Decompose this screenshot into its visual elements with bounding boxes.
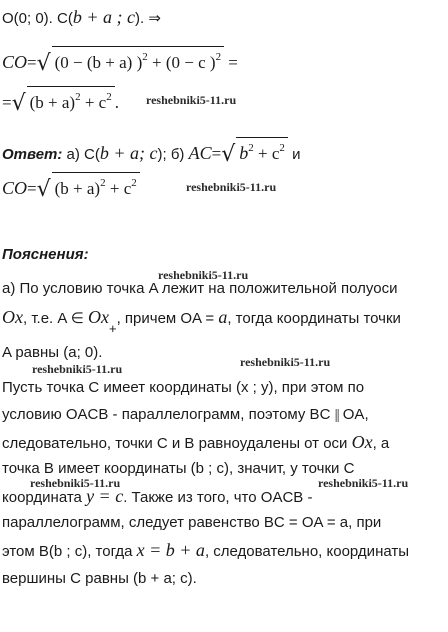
formula-co-2: =√ $(b + a)^2 + c^2$ . [2,86,119,118]
watermark: reshebniki5-11.ru [186,180,277,194]
para-line-9: параллелограмм, следует равенство BC = OA = a, при [2,514,382,531]
text: O(0; 0). C( [2,10,73,27]
text: ). ⇒ [134,10,161,27]
watermark: reshebniki5-11.ru [158,268,249,282]
text: и [292,146,301,163]
para-line-11: вершины C равны (b + a; c). [2,570,197,587]
math: CO [2,52,28,72]
radicand: $(b + a)^2 + c^2$ [52,172,140,199]
para-line-6: следовательно, точки C и B равноудалены от оси Ox, а [2,432,390,452]
para-line-4: Пусть точка C имеет координаты (x ; y), при этом по [2,379,365,396]
math: AC [188,143,212,163]
para-line-8: координата y = c. Также из того, что OACB - [2,486,313,506]
watermark: reshebniki5-11.ru [318,476,409,490]
para-line-3: A равны (a; 0). [2,344,103,361]
answer-label: Ответ: [2,146,63,163]
line-given-points [2,6,161,30]
radicand: $b^2 + c^2$ [236,137,288,164]
math: b + a; c [99,143,158,163]
watermark: reshebniki5-11.ru [30,476,121,490]
para-line-1: а) По условию точка A лежит на положительной полуоси [2,280,398,297]
watermark: reshebniki5-11.ru [240,355,331,369]
para-line-7: точка B имеет координаты (b ; c), значит, у точки C [2,460,355,477]
radical-sign: √ [36,51,51,76]
radicand: $(b + a)^2 + c^2$ [27,86,115,113]
answer-line: Ответ: а) C(b + a; c); б) AC=√ $b^2 + c^2$ и [2,137,300,168]
watermark: reshebniki5-11.ru [32,362,123,376]
watermark: reshebniki5-11.ru [146,93,237,107]
equals: = [228,53,238,72]
math: b + a ; c [72,7,135,27]
para-line-5: условию OACB - параллелограмм, поэтому BC || OA, [2,404,369,426]
parallel-sign: || [334,407,339,423]
radical-sign: √ [11,91,26,116]
formula-co-3: CO=√ $(b + a)^2 + c^2$ [2,172,140,204]
text: а) C( [62,146,100,163]
radicand: (0 − (b + a) )$^2$ + (0 − c )$^2$ [52,46,224,73]
explain-heading: Пояснения: [2,246,89,263]
para-line-10: этом B(b ; c), тогда x = b + a, следовательно, координаты [2,540,410,560]
text: ); б) [157,146,189,163]
formula-co-1: CO=√ (0 − (b + a) )$^2$ + (0 − c )$^2$ = [2,46,238,78]
para-line-2: Ox, т.е. A ∈ Ox+, причем OA = a, тогда координаты точки [2,307,401,336]
